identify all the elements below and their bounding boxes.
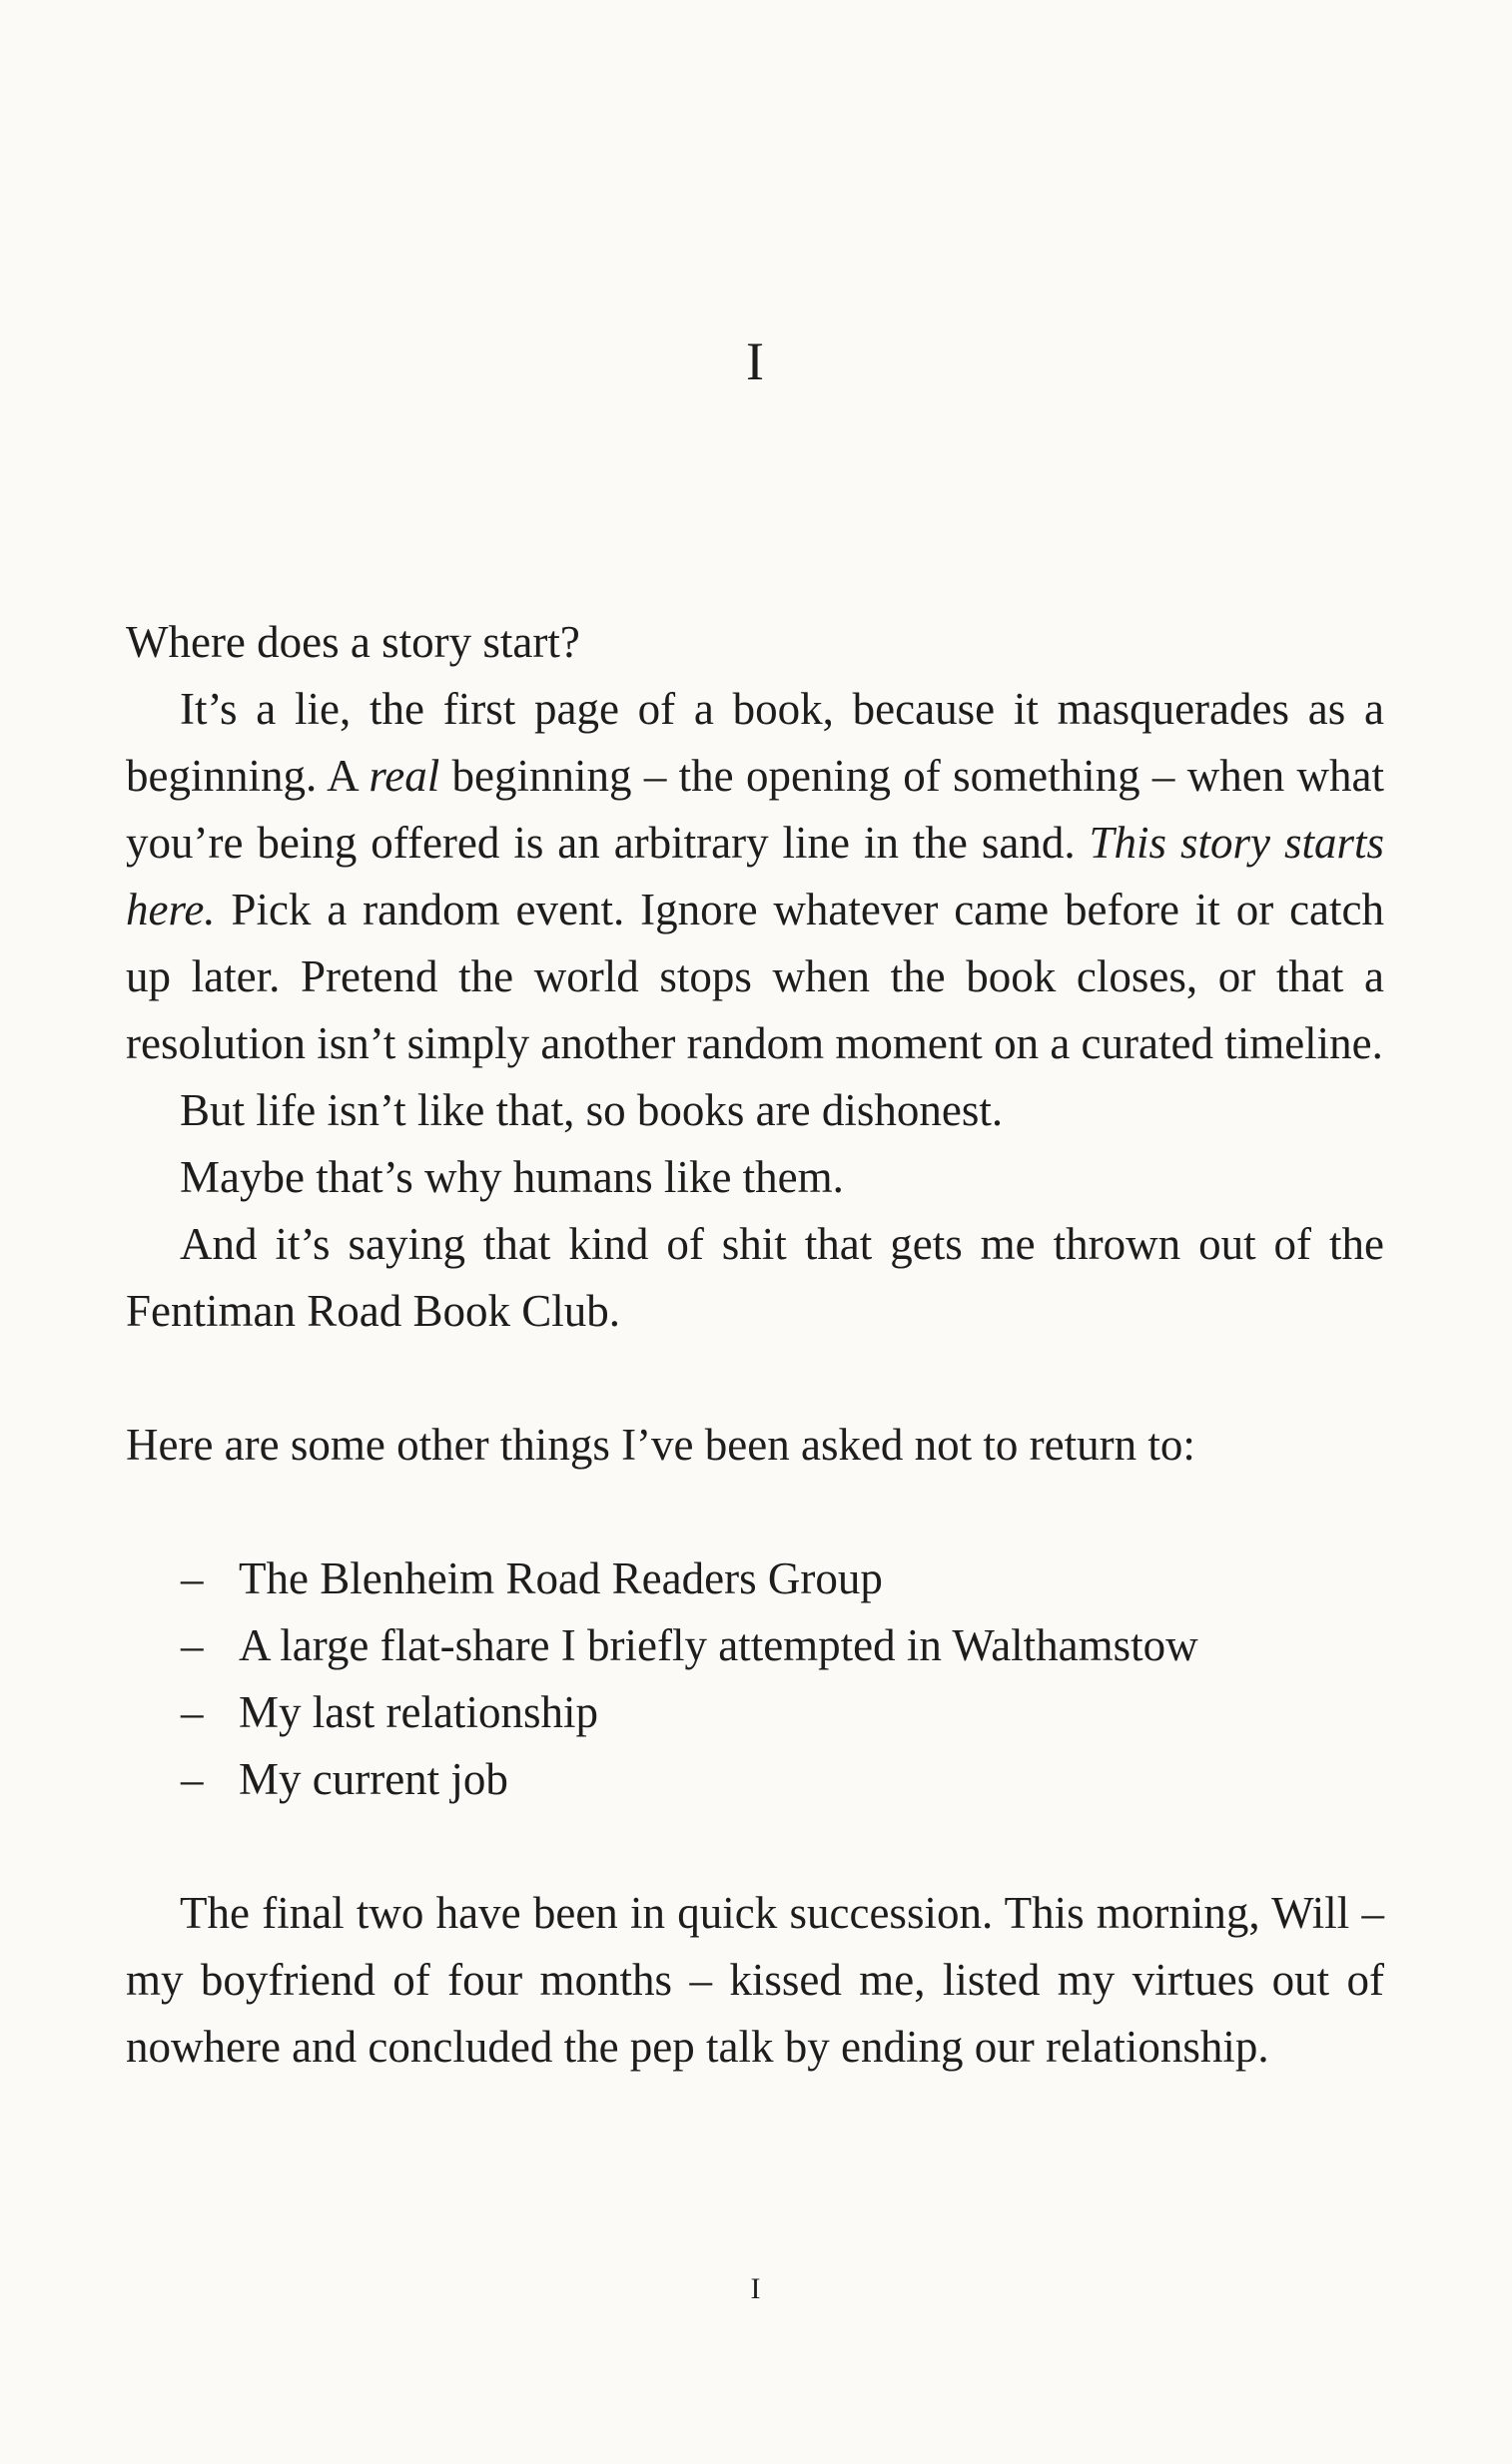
list-dash: – <box>181 1754 204 1804</box>
list-item-text: The Blenheim Road Readers Group <box>239 1553 883 1603</box>
paragraph-opening: Where does a story start? <box>126 617 580 667</box>
section-gap <box>126 1345 1384 1412</box>
banned-list <box>126 1545 1384 1813</box>
list-item <box>181 1679 1384 1746</box>
chapter-number: I <box>746 331 766 391</box>
paragraph-text: It’s a lie, the first page of a book, because it masquerades as a beginning. A <box>126 684 1384 801</box>
paragraph-other-things: Here are some other things I’ve been asked not to return to: <box>126 1420 1195 1470</box>
list-item <box>181 1612 1384 1679</box>
list-item <box>181 1545 1384 1612</box>
list-item-text: My last relationship <box>239 1687 598 1737</box>
emphasis-real: real <box>369 751 440 801</box>
emphasis-story-starts: This story starts here. <box>126 818 1384 934</box>
list-dash: – <box>181 1687 204 1737</box>
paragraph-text: beginning – the opening of something – when what you’re being offered is an arbitrary line in the sand. <box>126 751 1384 868</box>
paragraph-humans: Maybe that’s why humans like them. <box>180 1152 844 1202</box>
list-item-text: My current job <box>239 1754 508 1804</box>
list-dash: – <box>181 1620 204 1670</box>
paragraph-final-two: The final two have been in quick succession. This morning, Will – my boyfriend of four months – kissed me, listed my virtues out of nowhere and concluded the pep talk by ending our relationship. <box>126 1888 1384 2072</box>
list-item-text: A large flat-share I briefly attempted in Walthamstow <box>239 1620 1198 1670</box>
list-dash: – <box>181 1553 204 1603</box>
paragraph-book-club: And it’s saying that kind of shit that gets me thrown out of the Fentiman Road Book Club. <box>126 1219 1384 1336</box>
section-gap <box>126 1813 1384 1880</box>
section-gap <box>126 1479 1384 1545</box>
paragraph-first-page <box>126 676 1384 1077</box>
list-item <box>181 1746 1384 1813</box>
paragraph-text: Pick a random event. Ignore whatever came before it or catch up later. Pretend the world stops when the book closes, or that a resolution isn’t simply another random moment on a curated timeline. <box>126 885 1384 1068</box>
page-number: I <box>750 2272 762 2305</box>
body-text <box>126 609 1384 2081</box>
paragraph-life: But life isn’t like that, so books are dishonest. <box>180 1085 1004 1135</box>
